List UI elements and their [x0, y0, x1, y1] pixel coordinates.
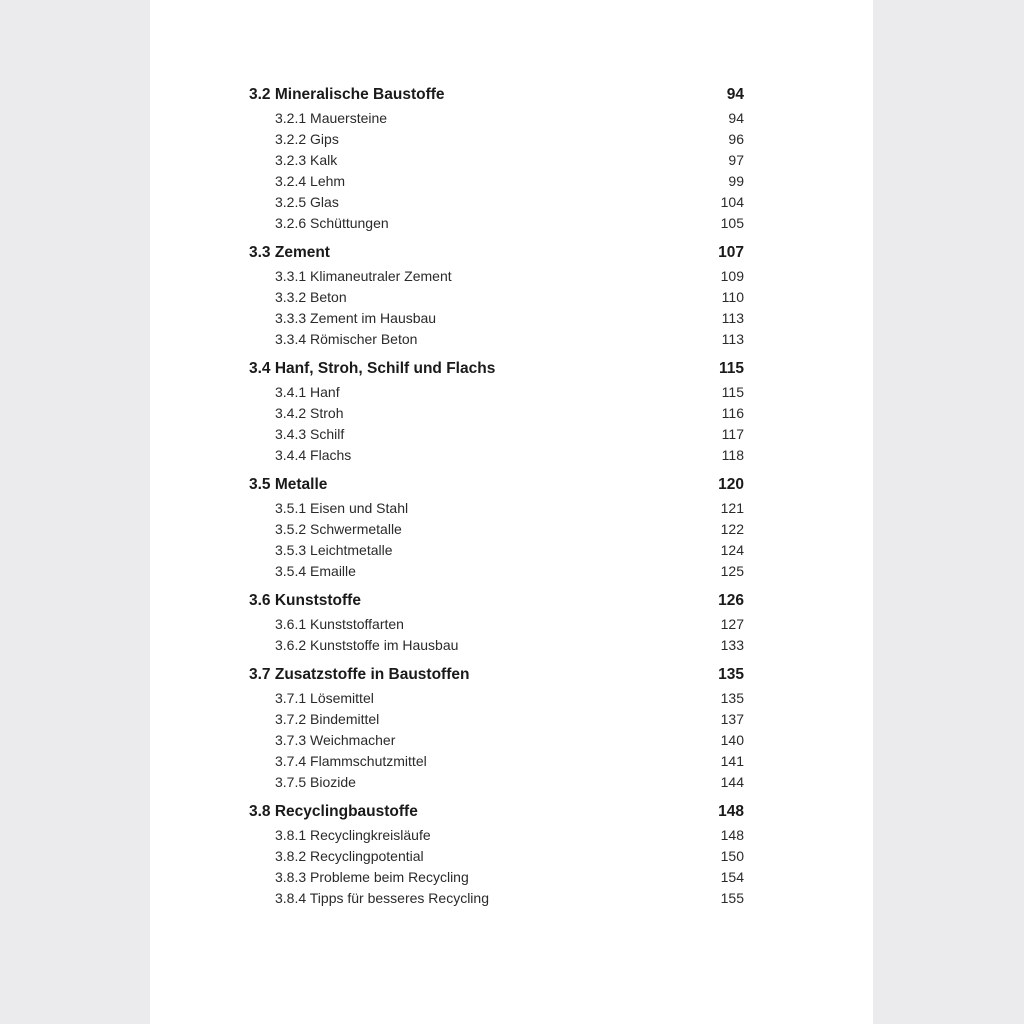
- toc-subsection-entry[interactable]: [249, 213, 744, 234]
- section-title: 3.7 Zusatzstoffe in Baustoffen: [249, 666, 470, 683]
- section-page-number: 148: [718, 803, 744, 820]
- subsection-page-number: 113: [721, 310, 744, 326]
- subsection-page-number: 115: [721, 384, 744, 400]
- subsection-page-number: 118: [721, 447, 744, 463]
- toc-section-heading[interactable]: [249, 588, 744, 614]
- toc-section-heading[interactable]: [249, 472, 744, 498]
- toc-section-heading[interactable]: [249, 240, 744, 266]
- subsection-title: 3.3.2 Beton: [275, 289, 347, 305]
- toc-section: [249, 472, 744, 582]
- subsection-page-number: 133: [720, 637, 744, 653]
- section-title: 3.3 Zement: [249, 244, 330, 261]
- subsection-title: 3.5.3 Leichtmetalle: [275, 542, 393, 558]
- toc-subsection-entry[interactable]: [249, 825, 744, 846]
- subsection-title: 3.4.3 Schilf: [275, 426, 345, 442]
- toc-section-heading[interactable]: [249, 662, 744, 688]
- toc-subsection-entry[interactable]: [249, 108, 744, 129]
- toc-subsection-entry[interactable]: [249, 561, 744, 582]
- section-title: 3.6 Kunststoffe: [249, 592, 361, 609]
- subsection-page-number: 135: [720, 690, 744, 706]
- subsection-page-number: 154: [720, 869, 744, 885]
- toc-subsection-entry[interactable]: [249, 308, 744, 329]
- toc-subsection-entry[interactable]: [249, 424, 744, 445]
- section-page-number: 135: [718, 666, 744, 683]
- subsection-page-number: 97: [728, 152, 744, 168]
- subsection-page-number: 117: [721, 426, 744, 442]
- toc-section: [249, 356, 744, 466]
- toc-subsection-entry[interactable]: [249, 329, 744, 350]
- subsection-page-number: 140: [720, 732, 744, 748]
- toc-section-heading[interactable]: [249, 356, 744, 382]
- subsection-title: 3.8.3 Probleme beim Recycling: [275, 869, 469, 885]
- subsection-page-number: 109: [720, 268, 744, 284]
- toc-subsection-entry[interactable]: [249, 445, 744, 466]
- subsection-page-number: 110: [721, 289, 744, 305]
- toc-subsection-entry[interactable]: [249, 171, 744, 192]
- subsection-page-number: 148: [720, 827, 744, 843]
- section-page-number: 107: [718, 244, 744, 261]
- section-page-number: 126: [718, 592, 744, 609]
- subsection-page-number: 150: [720, 848, 744, 864]
- toc-subsection-entry[interactable]: [249, 266, 744, 287]
- subsection-title: 3.2.1 Mauersteine: [275, 110, 388, 126]
- subsection-title: 3.7.1 Lösemittel: [275, 690, 374, 706]
- subsection-page-number: 144: [720, 774, 744, 790]
- subsection-page-number: 116: [721, 405, 744, 421]
- toc-subsection-entry[interactable]: [249, 403, 744, 424]
- subsection-title: 3.3.3 Zement im Hausbau: [275, 310, 437, 326]
- toc-subsection-entry[interactable]: [249, 540, 744, 561]
- toc-subsection-entry[interactable]: [249, 709, 744, 730]
- subsection-title: 3.4.1 Hanf: [275, 384, 340, 400]
- subsection-page-number: 99: [728, 173, 744, 189]
- subsection-title: 3.3.1 Klimaneutraler Zement: [275, 268, 452, 284]
- document-page: [150, 0, 873, 1024]
- section-page-number: 94: [726, 86, 744, 103]
- subsection-title: 3.8.4 Tipps für besseres Recycling: [275, 890, 489, 906]
- subsection-page-number: 155: [720, 890, 744, 906]
- toc-subsection-entry[interactable]: [249, 287, 744, 308]
- subsection-title: 3.5.2 Schwermetalle: [275, 521, 402, 537]
- toc-section: [249, 240, 744, 350]
- subsection-page-number: 105: [720, 215, 744, 231]
- subsection-title: 3.5.4 Emaille: [275, 563, 356, 579]
- toc-subsection-entry[interactable]: [249, 846, 744, 867]
- subsection-page-number: 113: [721, 331, 744, 347]
- subsection-page-number: 125: [720, 563, 744, 579]
- subsection-title: 3.8.2 Recyclingpotential: [275, 848, 424, 864]
- subsection-title: 3.8.1 Recyclingkreisläufe: [275, 827, 431, 843]
- subsection-title: 3.2.4 Lehm: [275, 173, 346, 189]
- section-page-number: 115: [718, 360, 744, 377]
- toc-subsection-entry[interactable]: [249, 519, 744, 540]
- toc-section: [249, 82, 744, 234]
- toc-subsection-entry[interactable]: [249, 635, 744, 656]
- section-title: 3.8 Recyclingbaustoffe: [249, 803, 418, 820]
- toc-subsection-entry[interactable]: [249, 867, 744, 888]
- subsection-title: 3.4.4 Flachs: [275, 447, 352, 463]
- toc-subsection-entry[interactable]: [249, 129, 744, 150]
- section-title: 3.4 Hanf, Stroh, Schilf und Flachs: [249, 360, 496, 377]
- subsection-page-number: 104: [720, 194, 744, 210]
- subsection-page-number: 137: [720, 711, 744, 727]
- subsection-page-number: 122: [720, 521, 744, 537]
- section-title: 3.2 Mineralische Baustoffe: [249, 86, 445, 103]
- subsection-title: 3.6.2 Kunststoffe im Hausbau: [275, 637, 459, 653]
- toc-subsection-entry[interactable]: [249, 498, 744, 519]
- toc-section: [249, 662, 744, 793]
- subsection-title: 3.2.3 Kalk: [275, 152, 338, 168]
- toc-subsection-entry[interactable]: [249, 150, 744, 171]
- toc-subsection-entry[interactable]: [249, 772, 744, 793]
- toc-subsection-entry[interactable]: [249, 614, 744, 635]
- toc-section-heading[interactable]: [249, 82, 744, 108]
- toc-subsection-entry[interactable]: [249, 382, 744, 403]
- subsection-title: 3.7.3 Weichmacher: [275, 732, 396, 748]
- toc-subsection-entry[interactable]: [249, 751, 744, 772]
- subsection-page-number: 94: [728, 110, 744, 126]
- toc-subsection-entry[interactable]: [249, 888, 744, 909]
- subsection-title: 3.7.4 Flammschutzmittel: [275, 753, 427, 769]
- toc-section: [249, 799, 744, 909]
- toc-subsection-entry[interactable]: [249, 688, 744, 709]
- subsection-title: 3.2.2 Gips: [275, 131, 339, 147]
- section-title: 3.5 Metalle: [249, 476, 328, 493]
- toc-section-heading[interactable]: [249, 799, 744, 825]
- subsection-page-number: 96: [728, 131, 744, 147]
- subsection-title: 3.7.2 Bindemittel: [275, 711, 380, 727]
- subsection-title: 3.7.5 Biozide: [275, 774, 356, 790]
- subsection-page-number: 124: [720, 542, 744, 558]
- toc-section: [249, 588, 744, 656]
- section-page-number: 120: [718, 476, 744, 493]
- subsection-title: 3.6.1 Kunststoffarten: [275, 616, 404, 632]
- table-of-contents: [249, 82, 744, 909]
- toc-subsection-entry[interactable]: [249, 730, 744, 751]
- subsection-title: 3.4.2 Stroh: [275, 405, 344, 421]
- subsection-title: 3.3.4 Römischer Beton: [275, 331, 418, 347]
- subsection-page-number: 141: [720, 753, 744, 769]
- subsection-title: 3.5.1 Eisen und Stahl: [275, 500, 409, 516]
- subsection-title: 3.2.6 Schüttungen: [275, 215, 389, 231]
- subsection-page-number: 127: [720, 616, 744, 632]
- toc-subsection-entry[interactable]: [249, 192, 744, 213]
- subsection-title: 3.2.5 Glas: [275, 194, 339, 210]
- subsection-page-number: 121: [720, 500, 744, 516]
